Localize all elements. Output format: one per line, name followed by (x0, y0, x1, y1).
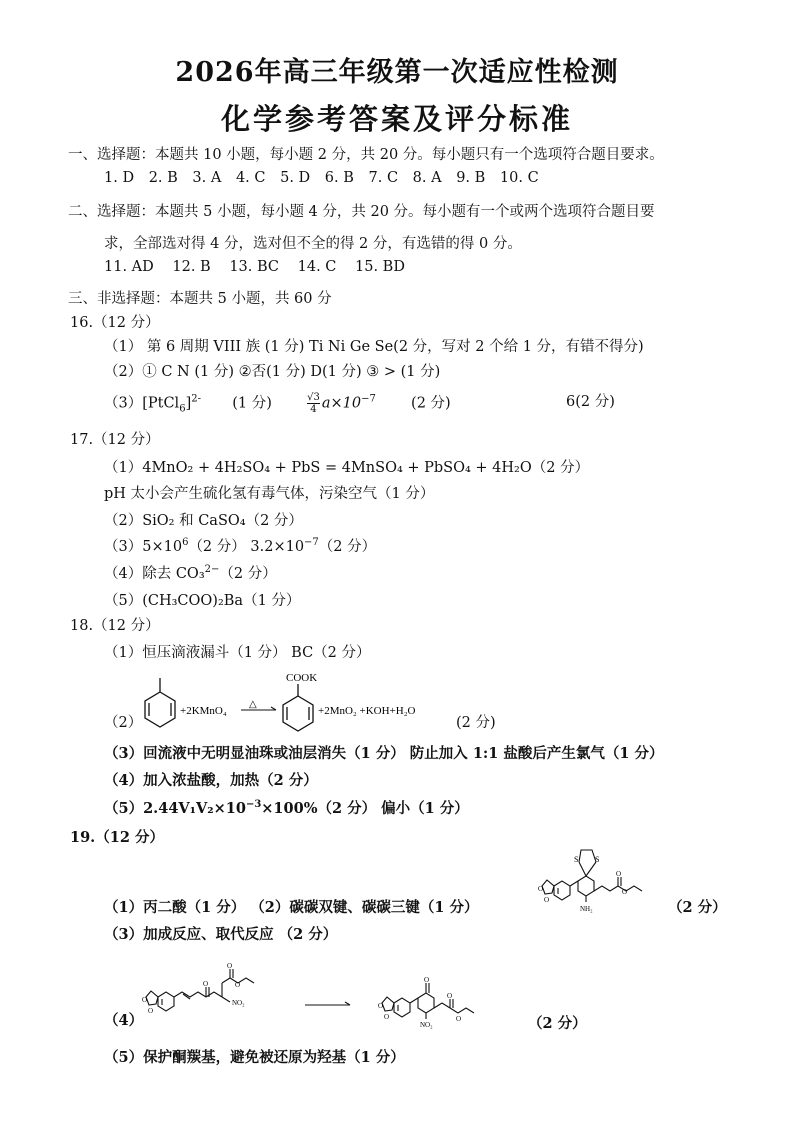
q18-heading: 18.（12 分） (70, 618, 160, 634)
q17-heading: 17.（12 分） (70, 432, 160, 448)
section2-answers (104, 257, 415, 277)
heat-symbol: △ (249, 699, 257, 710)
cook-label: COOK (286, 672, 318, 684)
answer-12: 12. B (172, 259, 211, 275)
q19-part4-label: （4） (104, 1012, 144, 1029)
sulfur-label-1: S (574, 855, 579, 864)
q18-part3: （3）回流液中无明显油珠或油层消失（1 分） 防止加入 1:1 盐酸后产生氯气（1 分） (104, 745, 664, 762)
q16-heading: 16.（12 分） (70, 315, 160, 331)
svg-text:O: O (622, 888, 628, 896)
svg-text:O: O (378, 1002, 384, 1010)
toluene-structure (145, 678, 175, 727)
answer-11: 11. AD (104, 259, 154, 275)
answer-15: 15. BD (355, 259, 405, 275)
answer-10: 10. C (499, 170, 539, 186)
answer-7: 7. C (368, 170, 399, 186)
q18-part2-label: （2） (104, 715, 143, 731)
q19-part3: （3）加成反应、取代反应 （2 分） (104, 926, 338, 943)
answer-1: 1. D (104, 170, 135, 186)
no2-label-reactant: NO₂ (232, 999, 245, 1007)
q17-part3: $(3)5\times 10^6(2$ 分） $3.2\times 10^{-7}(2$ 分） (104, 537, 377, 555)
no2-label-product: NO₂ (420, 1021, 433, 1029)
page-title: 2026年高三年级第一次适应性检测 (175, 57, 619, 88)
fraction-sqrt3-over-4: $\frac{√3}{4}$ (307, 392, 320, 415)
section2-heading-line1: 二、选择题：本题共 5 小题，每小题 4 分，共 20 分。每小题有一个或两个选项符合题目要 (68, 204, 655, 220)
answer-3: 3. A (192, 170, 222, 186)
answer-2: 2. B (148, 170, 178, 186)
q18-part4: （4）加入浓盐酸，加热（2 分） (104, 772, 318, 789)
q16-part2: （2）① C N (1 分) ②否(1 分) D(1 分) ③ > (1 分) (104, 364, 441, 380)
svg-text:O: O (235, 981, 241, 989)
q18-part5: $(5)2.44V_1V_2\times 10^{-3}\times 100\%(2$ 分） 偏小（1 分） (104, 799, 469, 817)
page-subtitle: 化学参考答案及评分标准 (220, 102, 573, 136)
svg-text:O: O (456, 1015, 462, 1023)
q17-part5: （5）(CH₃COO)₂Ba（1 分） (104, 593, 301, 609)
answer-14: 14. C (297, 259, 337, 275)
section1-heading: 一、选择题：本题共 10 小题，每小题 2 分，共 20 分。每小题只有一个选项符合题目要求。 (68, 147, 664, 163)
q19-part5: （5）保护酮羰基，避免被还原为羟基（1 分） (104, 1049, 405, 1066)
q17-part1-note: pH 太小会产生硫化氢有毒气体，污染空气（1 分） (104, 486, 435, 502)
answer-4: 4. C (235, 170, 266, 186)
q19-part2-score: （2 分） (668, 899, 727, 916)
q17-part1-equation: （1）4MnO₂ + 4H₂SO₄ + PbS = 4MnSO₄ + PbSO₄ + 4H₂O（2 分） (104, 460, 590, 476)
q17-part4: （4）除去 CO₃$^{2-}$（2 分） (104, 564, 277, 582)
section1-answers (104, 168, 549, 188)
sulfur-label-2: S (595, 855, 600, 864)
toluene-oxidation-reaction (140, 670, 460, 734)
product-structure (382, 983, 474, 1019)
q16-part1: （1） 第 6 周期 VIII 族 (1 分) Ti Ni Ge Se(2 分，写对 2 个给 1 分，有错不得分) (104, 339, 644, 355)
svg-text:O: O (544, 896, 550, 904)
reagent-kmno4: +2KMnO₄ (180, 705, 227, 717)
svg-text:O: O (384, 1013, 390, 1021)
svg-text:O: O (616, 870, 622, 878)
svg-text:O: O (203, 980, 209, 988)
q18-part1: （1）恒压滴液漏斗（1 分） BC（2 分） (104, 645, 371, 661)
answer-5: 5. D (280, 170, 311, 186)
products-label: +2MnO₂ +KOH+H₂O (318, 705, 416, 717)
answer-13: 13. BC (229, 259, 280, 275)
michael-cyclization-reaction (140, 955, 560, 1035)
dithiolane-amino-ester-structure (534, 840, 684, 918)
svg-text:O: O (148, 1007, 154, 1015)
q16-part3-score: 6(2 分) (566, 394, 615, 410)
answer-8: 8. A (412, 170, 442, 186)
answer-9: 9. B (456, 170, 486, 186)
q19-part4-score: （2 分） (528, 1015, 587, 1032)
svg-text:O: O (538, 885, 544, 893)
q19-part1-2: （1）丙二酸（1 分） （2）碳碳双键、碳碳三键（1 分） (104, 899, 479, 916)
svg-text:O: O (227, 962, 233, 970)
q17-part2: （2）SiO₂ 和 CaSO₄（2 分） (104, 513, 303, 529)
svg-text:O: O (447, 992, 453, 1000)
svg-text:O: O (424, 976, 430, 984)
potassium-benzoate-structure (283, 684, 313, 731)
section2-heading-line2: 求，全部选对得 4 分，选对但不全的得 2 分，有选错的得 0 分。 (104, 236, 522, 252)
nh2-label: NH₂ (580, 905, 593, 913)
svg-text:O: O (142, 996, 148, 1004)
answer-6: 6. B (324, 170, 354, 186)
q19-heading: 19.（12 分） (70, 829, 164, 846)
section3-heading: 三、非选择题：本题共 5 小题，共 60 分 (68, 291, 332, 307)
q18-part2-score: (2 分) (456, 715, 496, 731)
q16-part3: （3）[PtCl$_6$]$^{2-}$ (1 分) $\frac{√3}{4}$ $a\times 10^{-7}$ (2 分) (104, 392, 451, 415)
